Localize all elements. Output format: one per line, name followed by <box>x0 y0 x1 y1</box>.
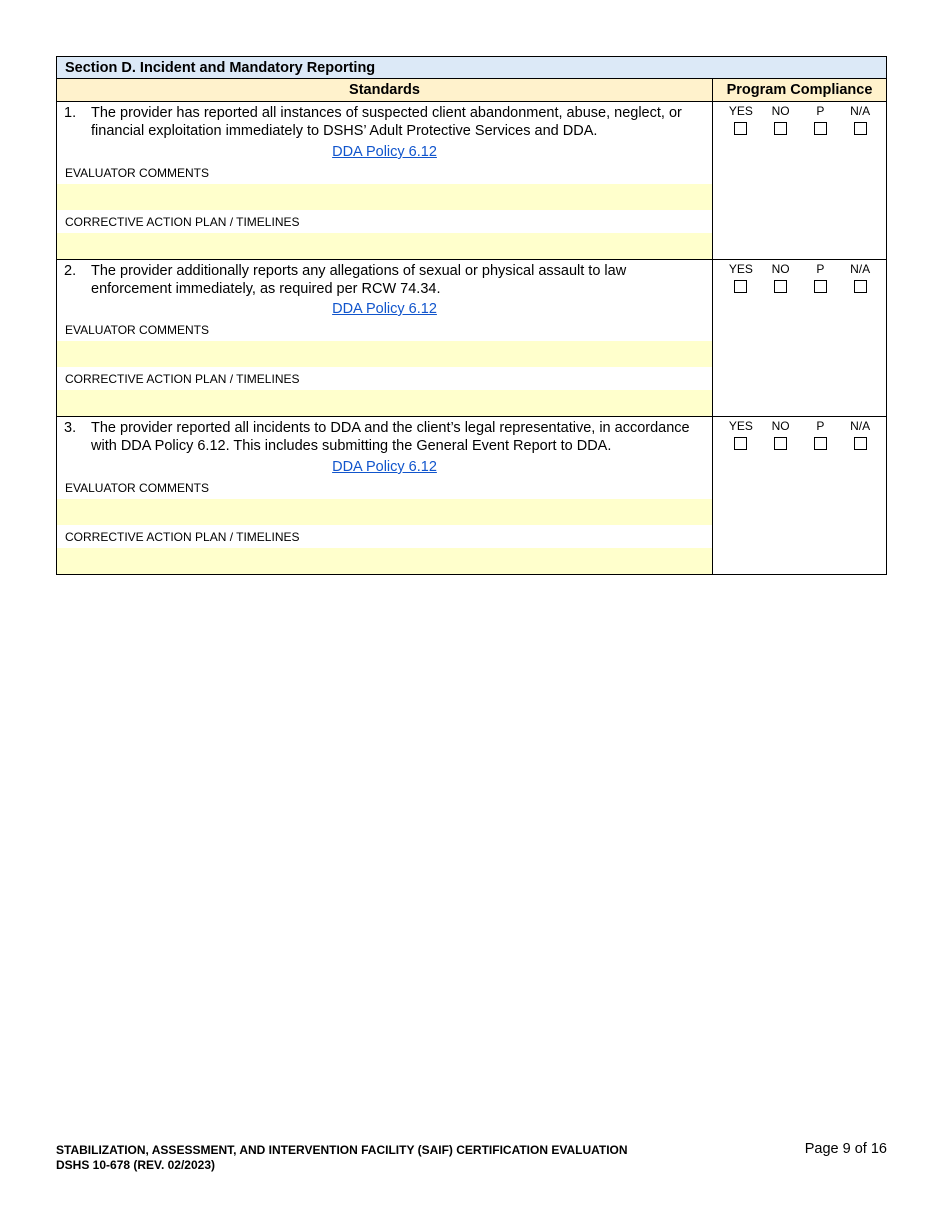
form-footer <box>56 1143 628 1173</box>
item-number: 1. <box>64 105 77 121</box>
item-number: 2. <box>64 263 77 279</box>
compliance-cell <box>713 260 886 416</box>
no-checkbox[interactable] <box>774 280 787 293</box>
page-number: Page 9 of 16 <box>804 1141 887 1157</box>
standard-item-3 <box>57 417 886 574</box>
option-no <box>766 418 796 450</box>
standard-cell <box>57 102 713 259</box>
na-checkbox[interactable] <box>854 437 867 450</box>
corrective-action-label: CORRECTIVE ACTION PLAN / TIMELINES <box>65 530 300 544</box>
p-checkbox[interactable] <box>814 280 827 293</box>
option-label: N/A <box>850 419 871 433</box>
item-number: 3. <box>64 420 77 436</box>
compliance-options <box>713 102 886 135</box>
option-label: NO <box>771 262 790 276</box>
na-checkbox[interactable] <box>854 280 867 293</box>
evaluator-comments-label: EVALUATOR COMMENTS <box>65 166 210 180</box>
standard-item-1 <box>57 102 886 260</box>
standard-statement <box>57 260 712 298</box>
evaluator-comments-label: EVALUATOR COMMENTS <box>65 323 210 337</box>
option-yes <box>726 418 756 450</box>
p-checkbox[interactable] <box>814 122 827 135</box>
evaluator-comments-field[interactable] <box>57 341 712 367</box>
yes-checkbox[interactable] <box>734 280 747 293</box>
evaluator-comments-label: EVALUATOR COMMENTS <box>65 481 210 495</box>
policy-link-wrapper <box>57 143 712 161</box>
option-p <box>805 103 835 135</box>
na-checkbox[interactable] <box>854 122 867 135</box>
compliance-options <box>713 417 886 450</box>
standard-text: The provider reported all incidents to DDA and the client’s legal representative, in accordance with DDA Policy 6.12. This includes submitting the General Event Report to DDA. <box>91 420 690 454</box>
option-label: YES <box>728 262 753 276</box>
option-yes <box>726 103 756 135</box>
policy-link-wrapper <box>57 458 712 476</box>
column-header-row <box>57 79 886 102</box>
corrective-action-field[interactable] <box>57 548 712 574</box>
option-p <box>805 261 835 293</box>
corrective-action-field[interactable] <box>57 233 712 259</box>
standard-cell <box>57 260 713 416</box>
option-label: N/A <box>850 262 871 276</box>
compliance-cell <box>713 102 886 259</box>
compliance-cell <box>713 417 886 574</box>
option-no <box>766 261 796 293</box>
compliance-options <box>713 260 886 293</box>
option-na <box>845 418 875 450</box>
option-yes <box>726 261 756 293</box>
option-label: YES <box>728 104 753 118</box>
no-checkbox[interactable] <box>774 437 787 450</box>
option-label: NO <box>771 104 790 118</box>
form-id: DSHS 10-678 (REV. 02/2023) <box>56 1158 215 1172</box>
yes-checkbox[interactable] <box>734 437 747 450</box>
option-p <box>805 418 835 450</box>
option-label: N/A <box>850 104 871 118</box>
evaluator-comments-field[interactable] <box>57 499 712 525</box>
option-na <box>845 261 875 293</box>
corrective-action-label: CORRECTIVE ACTION PLAN / TIMELINES <box>65 372 300 386</box>
compliance-column-header: Program Compliance <box>726 82 873 98</box>
policy-link[interactable]: DDA Policy 6.12 <box>332 144 437 160</box>
option-no <box>766 103 796 135</box>
standard-text: The provider has reported all instances of suspected client abandonment, abuse, neglect, or financial exploitation immediately to DSHS’ Adult Protective Services and DDA. <box>91 105 682 139</box>
evaluator-comments-field[interactable] <box>57 184 712 210</box>
standards-column-header: Standards <box>57 79 713 101</box>
corrective-action-field[interactable] <box>57 390 712 416</box>
no-checkbox[interactable] <box>774 122 787 135</box>
option-label: P <box>816 262 825 276</box>
option-label: P <box>816 419 825 433</box>
policy-link[interactable]: DDA Policy 6.12 <box>332 301 437 317</box>
option-label: NO <box>771 419 790 433</box>
form-title: STABILIZATION, ASSESSMENT, AND INTERVENTION FACILITY (SAIF) CERTIFICATION EVALUATION <box>56 1143 628 1157</box>
policy-link[interactable]: DDA Policy 6.12 <box>332 459 437 475</box>
evaluation-form-table <box>56 56 887 575</box>
option-na <box>845 103 875 135</box>
standard-text: The provider additionally reports any allegations of sexual or physical assault to law enforcement immediately, as required per RCW 74.34. <box>91 263 627 297</box>
corrective-action-label: CORRECTIVE ACTION PLAN / TIMELINES <box>65 215 300 229</box>
standard-cell <box>57 417 713 574</box>
option-label: YES <box>728 419 753 433</box>
standard-item-2 <box>57 260 886 417</box>
option-label: P <box>816 104 825 118</box>
policy-link-wrapper <box>57 300 712 318</box>
yes-checkbox[interactable] <box>734 122 747 135</box>
p-checkbox[interactable] <box>814 437 827 450</box>
standard-statement <box>57 102 712 140</box>
section-title: Section D. Incident and Mandatory Reporting <box>57 57 886 79</box>
standard-statement <box>57 417 712 455</box>
